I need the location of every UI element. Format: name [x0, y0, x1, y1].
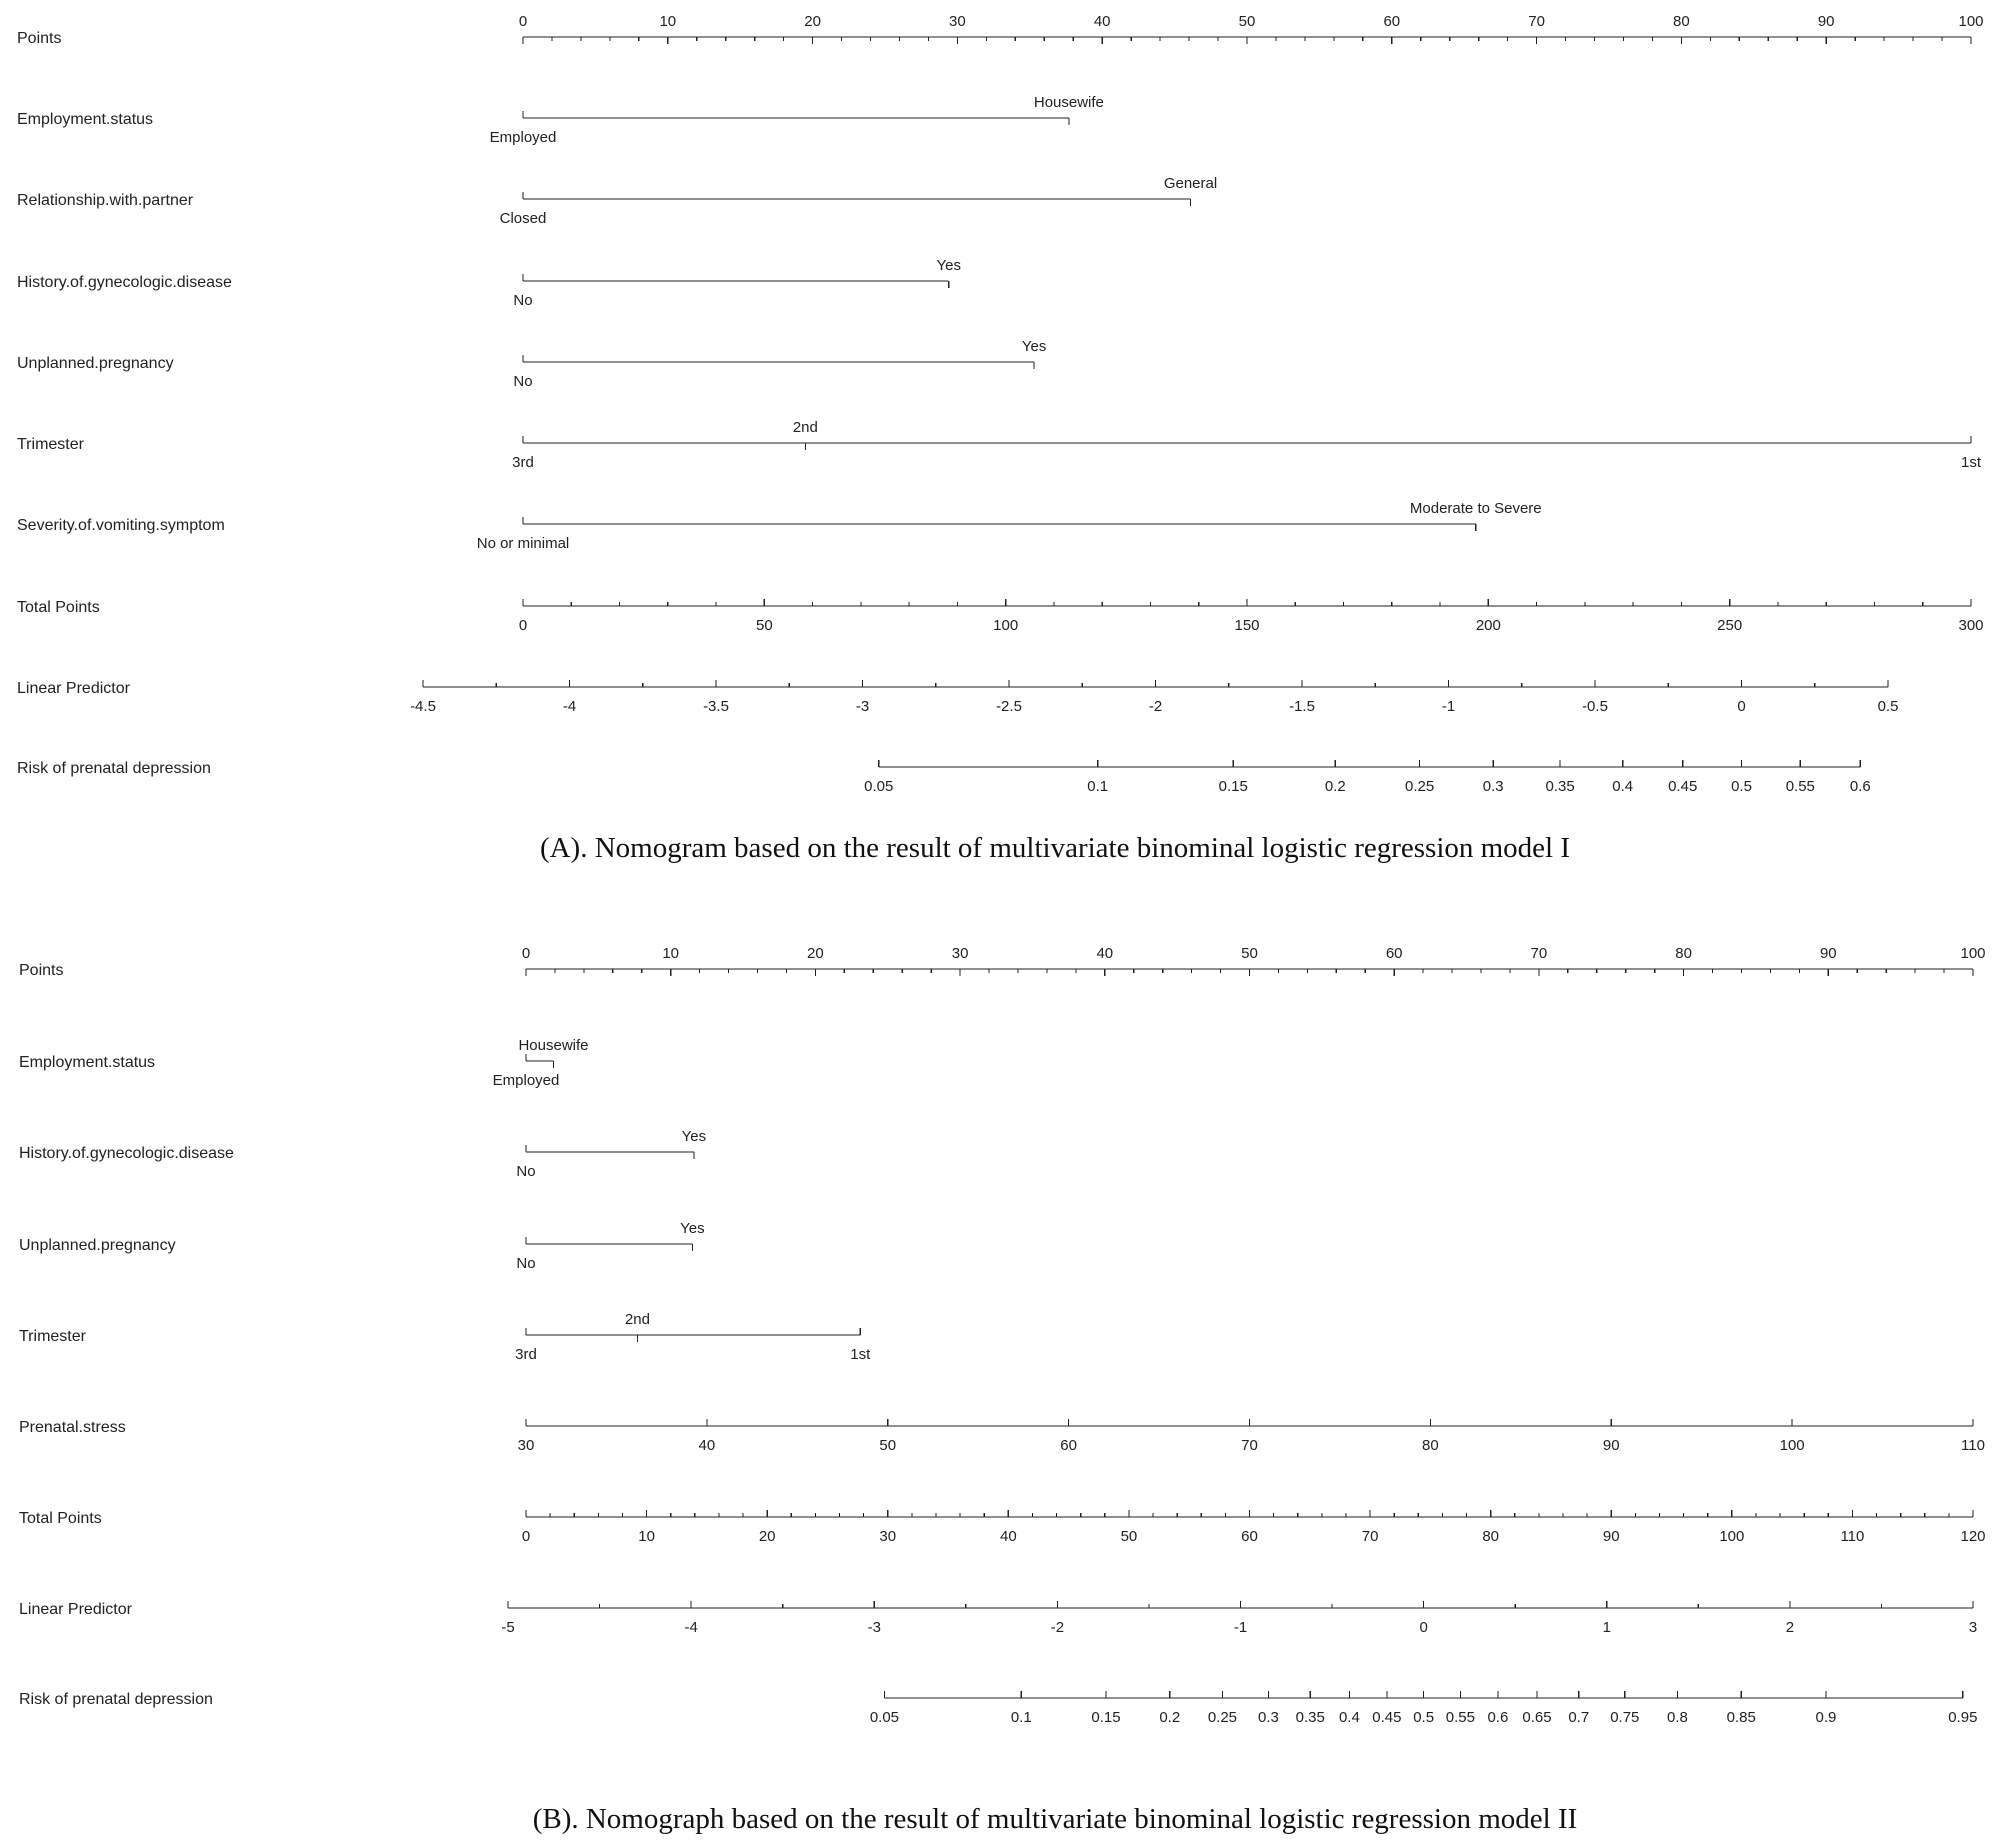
- panel-a-points-tick-label: 60: [1383, 13, 1401, 30]
- panel-b-risk-of-prenatal-depression-label: Risk of prenatal depression: [19, 1691, 213, 1708]
- panel-b-points-tick-label: 60: [1385, 945, 1403, 962]
- panel-a-points-tick-label: 80: [1673, 13, 1690, 30]
- panel-b-total-points-tick-label: 60: [1241, 1528, 1258, 1545]
- panel-b-points-tick-label: 0: [521, 945, 531, 962]
- panel-a-risk-of-prenatal-depression-tick-label: 0.1: [1087, 778, 1109, 795]
- panel-b-total-points-tick-label: 70: [1361, 1528, 1379, 1545]
- panel-b-points-tick-label: 80: [1675, 945, 1692, 962]
- panel-a-risk-of-prenatal-depression-label: Risk of prenatal depression: [17, 760, 211, 777]
- panel-a-linear-predictor-tick-label: -1.5: [1289, 698, 1315, 715]
- panel-b-prenatal-stress-tick-label: 40: [698, 1437, 716, 1454]
- panel-b-risk-of-prenatal-depression-tick-label: 0.8: [1667, 1709, 1688, 1726]
- panel-b-prenatal-stress-label: Prenatal.stress: [19, 1419, 126, 1436]
- panel-a-risk-of-prenatal-depression-tick-label: 0.4: [1612, 778, 1634, 795]
- panel-b-employment-status-level-housewife: Housewife: [518, 1037, 589, 1054]
- nomogram-panel-b: [19, 945, 1986, 1726]
- panel-a-linear-predictor-tick-label: -3: [855, 698, 870, 715]
- panel-b-points-tick-label: 100: [1960, 945, 1986, 962]
- panel-b-prenatal-stress-tick-label: 70: [1241, 1437, 1258, 1454]
- panel-b-risk-of-prenatal-depression-tick-label: 0.55: [1445, 1709, 1475, 1726]
- panel-b-linear-predictor-tick-label: -2: [1050, 1619, 1065, 1636]
- panel-a-points-tick-label: 10: [659, 13, 677, 30]
- panel-b-history-of-gynecologic-disease-level-no: No: [516, 1163, 536, 1180]
- panel-b-points-tick-label: 20: [807, 945, 824, 962]
- panel-a-linear-predictor-label: Linear Predictor: [17, 680, 130, 697]
- panel-b-unplanned-pregnancy-level-no: No: [516, 1255, 536, 1272]
- panel-b-history-of-gynecologic-disease-label: History.of.gynecologic.disease: [19, 1145, 234, 1162]
- panel-a-linear-predictor-tick-label: -2: [1148, 698, 1163, 715]
- panel-a-points-tick-label: 100: [1958, 13, 1984, 30]
- panel-b-points-tick-label: 50: [1241, 945, 1258, 962]
- panel-b-prenatal-stress-tick-label: 30: [517, 1437, 535, 1454]
- panel-a-total-points-tick-label: 50: [755, 617, 773, 634]
- panel-b-risk-of-prenatal-depression-tick-label: 0.9: [1815, 1709, 1837, 1726]
- panel-b-risk-of-prenatal-depression-tick-label: 0.15: [1091, 1709, 1121, 1726]
- panel-a-points-tick-label: 70: [1528, 13, 1545, 30]
- panel-a-relationship-with-partner-label: Relationship.with.partner: [17, 192, 194, 209]
- panel-a-severity-of-vomiting-symptom-level-moderate-to-severe: Moderate to Severe: [1409, 500, 1542, 517]
- panel-b-points-tick-label: 30: [951, 945, 969, 962]
- panel-b-linear-predictor-tick-label: 0: [1419, 1619, 1428, 1636]
- panel-b-employment-status-label: Employment.status: [19, 1054, 156, 1071]
- panel-b-linear-predictor-tick-label: 3: [1968, 1619, 1978, 1636]
- panel-a-linear-predictor-tick-label: 0.5: [1877, 698, 1899, 715]
- panel-b-linear-predictor-tick-label: -4: [684, 1619, 698, 1636]
- panel-a-trimester-level-2nd: 2nd: [792, 419, 818, 436]
- panel-a-points-tick-label: 20: [804, 13, 821, 30]
- panel-b-total-points-tick-label: 50: [1120, 1528, 1138, 1545]
- panel-a-history-of-gynecologic-disease-level-no: No: [513, 292, 533, 309]
- panel-a-employment-status-level-employed: Employed: [489, 129, 557, 146]
- panel-a-risk-of-prenatal-depression-tick-label: 0.15: [1218, 778, 1248, 795]
- panel-b-risk-of-prenatal-depression-tick-label: 0.35: [1295, 1709, 1325, 1726]
- panel-b-points-tick-label: 10: [662, 945, 680, 962]
- panel-b-risk-of-prenatal-depression-tick-label: 0.25: [1207, 1709, 1238, 1726]
- panel-b-trimester-level-2nd: 2nd: [624, 1311, 650, 1328]
- panel-a-total-points-tick-label: 100: [993, 617, 1019, 634]
- panel-a-risk-of-prenatal-depression-tick-label: 0.05: [864, 778, 894, 795]
- panel-a-relationship-with-partner-level-general: General: [1163, 175, 1218, 192]
- panel-b-total-points-tick-label: 90: [1602, 1528, 1620, 1545]
- panel-b-risk-of-prenatal-depression-tick-label: 0.3: [1258, 1709, 1279, 1726]
- panel-a-employment-status-level-housewife: Housewife: [1033, 94, 1104, 111]
- panel-b-points-tick-label: 40: [1096, 945, 1114, 962]
- panel-b-linear-predictor-tick-label: 2: [1785, 1619, 1795, 1636]
- panel-b-points-label: Points: [19, 962, 64, 979]
- panel-b-risk-of-prenatal-depression-tick-label: 0.6: [1487, 1709, 1509, 1726]
- panel-a-linear-predictor-tick-label: -4: [562, 698, 577, 715]
- panel-b-total-points-tick-label: 40: [999, 1528, 1017, 1545]
- panel-b-risk-of-prenatal-depression-tick-label: 0.2: [1159, 1709, 1181, 1726]
- panel-a-employment-status-label: Employment.status: [17, 111, 154, 128]
- panel-a-history-of-gynecologic-disease-level-yes: Yes: [936, 257, 961, 274]
- panel-a-linear-predictor-tick-label: 0: [1737, 698, 1746, 715]
- panel-a-severity-of-vomiting-symptom-label: Severity.of.vomiting.symptom: [17, 517, 225, 534]
- panel-a-total-points-tick-label: 200: [1475, 617, 1501, 634]
- panel-b-total-points-tick-label: 10: [638, 1528, 655, 1545]
- panel-b-risk-of-prenatal-depression-tick-label: 0.75: [1610, 1709, 1640, 1726]
- panel-b-prenatal-stress-tick-label: 110: [1961, 1437, 1985, 1454]
- nomogram-panel-a: [17, 13, 1984, 795]
- panel-a-points-label: Points: [17, 30, 62, 47]
- panel-a-unplanned-pregnancy-label: Unplanned.pregnancy: [17, 355, 174, 372]
- panel-a-risk-of-prenatal-depression-tick-label: 0.3: [1482, 778, 1504, 795]
- panel-a-trimester-level-1st: 1st: [1960, 454, 1982, 471]
- panel-a-linear-predictor-tick-label: -2.5: [996, 698, 1022, 715]
- panel-a-risk-of-prenatal-depression-tick-label: 0.45: [1668, 778, 1698, 795]
- panel-a-unplanned-pregnancy-level-no: No: [513, 373, 533, 390]
- panel-a-trimester-level-3rd: 3rd: [512, 454, 534, 471]
- panel-b-total-points-tick-label: 110: [1840, 1528, 1865, 1545]
- panel-b-risk-of-prenatal-depression-tick-label: 0.45: [1372, 1709, 1402, 1726]
- panel-a-points-tick-label: 0: [518, 13, 528, 30]
- panel-a-total-points-tick-label: 250: [1717, 617, 1743, 634]
- panel-b-risk-of-prenatal-depression-tick-label: 0.4: [1338, 1709, 1360, 1726]
- panel-a-severity-of-vomiting-symptom-level-no-or-minimal: No or minimal: [476, 535, 570, 552]
- panel-b-points-tick-label: 70: [1530, 945, 1548, 962]
- panel-b-linear-predictor-tick-label: -3: [867, 1619, 881, 1636]
- panel-b-risk-of-prenatal-depression-tick-label: 0.7: [1568, 1709, 1590, 1726]
- panel-b-unplanned-pregnancy-level-yes: Yes: [680, 1220, 705, 1237]
- panel-a-total-points-tick-label: 300: [1958, 617, 1984, 634]
- panel-a-risk-of-prenatal-depression-tick-label: 0.5: [1731, 778, 1752, 795]
- panel-b-total-points-tick-label: 0: [521, 1528, 531, 1545]
- panel-b-trimester-label: Trimester: [19, 1328, 86, 1345]
- panel-b-prenatal-stress-tick-label: 50: [879, 1437, 897, 1454]
- panel-a-points-tick-label: 30: [949, 13, 966, 30]
- panel-b-trimester-level-1st: 1st: [850, 1346, 871, 1363]
- panel-a-points-tick-label: 50: [1238, 13, 1256, 30]
- panel-b-linear-predictor-tick-label: 1: [1602, 1619, 1611, 1636]
- panel-a-total-points-tick-label: 0: [518, 617, 528, 634]
- panel-b-prenatal-stress-tick-label: 60: [1060, 1437, 1077, 1454]
- panel-a-caption: (A). Nomogram based on the result of multivariate binominal logistic regression model I: [539, 832, 1571, 864]
- panel-a-linear-predictor-tick-label: -1: [1441, 698, 1456, 715]
- panel-a-risk-of-prenatal-depression-tick-label: 0.6: [1849, 778, 1871, 795]
- panel-a-trimester-label: Trimester: [17, 436, 84, 453]
- panel-b-risk-of-prenatal-depression-tick-label: 0.1: [1010, 1709, 1032, 1726]
- panel-b-trimester-level-3rd: 3rd: [515, 1346, 537, 1363]
- panel-b-total-points-tick-label: 80: [1482, 1528, 1500, 1545]
- panel-b-total-points-tick-label: 120: [1960, 1528, 1986, 1545]
- panel-b-caption: (B). Nomograph based on the result of multivariate binominal logistic regression model II: [532, 1803, 1578, 1835]
- panel-b-risk-of-prenatal-depression-tick-label: 0.95: [1948, 1709, 1978, 1726]
- panel-a-risk-of-prenatal-depression-tick-label: 0.55: [1785, 778, 1815, 795]
- panel-a-unplanned-pregnancy-level-yes: Yes: [1021, 338, 1047, 355]
- panel-a-total-points-tick-label: 150: [1234, 617, 1260, 634]
- panel-a-risk-of-prenatal-depression-tick-label: 0.35: [1545, 778, 1575, 795]
- panel-b-employment-status-level-employed: Employed: [492, 1072, 560, 1089]
- panel-b-unplanned-pregnancy-label: Unplanned.pregnancy: [19, 1237, 176, 1254]
- panel-a-risk-of-prenatal-depression-tick-label: 0.2: [1324, 778, 1346, 795]
- panel-b-points-tick-label: 90: [1819, 945, 1837, 962]
- panel-b-total-points-label: Total Points: [19, 1510, 102, 1527]
- panel-a-relationship-with-partner-level-closed: Closed: [499, 210, 547, 227]
- panel-b-risk-of-prenatal-depression-tick-label: 0.5: [1413, 1709, 1435, 1726]
- panel-a-linear-predictor-tick-label: -3.5: [703, 698, 729, 715]
- panel-b-prenatal-stress-tick-label: 80: [1422, 1437, 1439, 1454]
- panel-b-total-points-tick-label: 100: [1719, 1528, 1745, 1545]
- panel-b-linear-predictor-tick-label: -5: [501, 1619, 515, 1636]
- panel-b-prenatal-stress-tick-label: 90: [1602, 1437, 1620, 1454]
- panel-a-linear-predictor-tick-label: -0.5: [1582, 698, 1608, 715]
- panel-a-linear-predictor-tick-label: -4.5: [410, 698, 436, 715]
- panel-b-prenatal-stress-tick-label: 100: [1779, 1437, 1805, 1454]
- panel-b-risk-of-prenatal-depression-tick-label: 0.05: [869, 1709, 900, 1726]
- panel-b-total-points-tick-label: 30: [879, 1528, 897, 1545]
- panel-b-risk-of-prenatal-depression-tick-label: 0.85: [1726, 1709, 1756, 1726]
- panel-b-total-points-tick-label: 20: [758, 1528, 776, 1545]
- panel-a-total-points-label: Total Points: [17, 599, 100, 616]
- panel-a-points-tick-label: 40: [1093, 13, 1111, 30]
- panel-a-risk-of-prenatal-depression-tick-label: 0.25: [1405, 778, 1435, 795]
- panel-a-points-tick-label: 90: [1817, 13, 1835, 30]
- panel-b-linear-predictor-label: Linear Predictor: [19, 1601, 132, 1618]
- panel-b-linear-predictor-tick-label: -1: [1233, 1619, 1248, 1636]
- panel-a-history-of-gynecologic-disease-label: History.of.gynecologic.disease: [17, 274, 232, 291]
- panel-b-risk-of-prenatal-depression-tick-label: 0.65: [1522, 1709, 1552, 1726]
- panel-b-history-of-gynecologic-disease-level-yes: Yes: [681, 1128, 707, 1145]
